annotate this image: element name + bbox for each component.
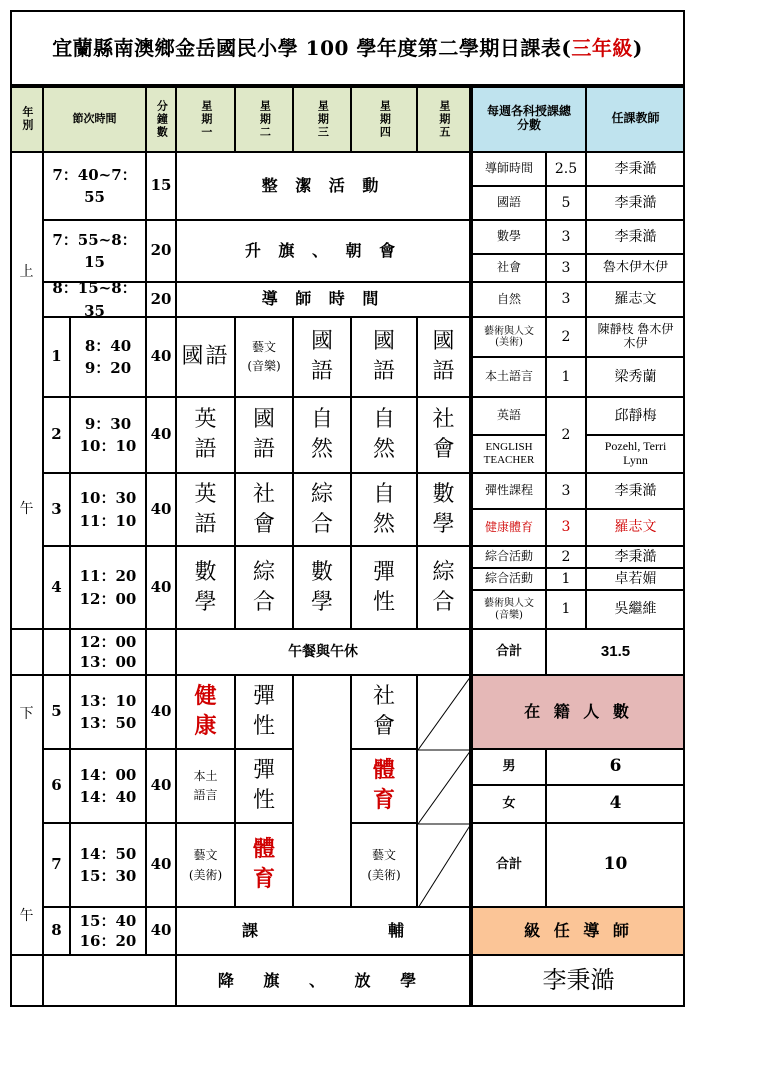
period-time: 15：40 16：20 [70, 907, 146, 955]
p3-thu: 自然 [351, 473, 417, 546]
lunch-time: 12：00 13：00 [70, 629, 146, 675]
lunch-num-cell [43, 629, 70, 675]
period-time: 14：00 14：40 [70, 749, 146, 823]
wed-afternoon-empty [293, 675, 351, 907]
subject-teacher: 吳繼維 [586, 590, 685, 629]
p2-tue: 國語 [235, 397, 293, 473]
subject-hours: 2 [546, 317, 586, 357]
lunch-grade-cell [10, 629, 43, 675]
p3-mon: 英語 [176, 473, 235, 546]
header-time: 節次時間 [43, 86, 146, 152]
header-minutes: 分鐘數 [146, 86, 176, 152]
subject-hours: 2 [546, 397, 586, 473]
header-thu: 星期四 [351, 86, 417, 152]
page-title [10, 10, 685, 86]
p6-thu: 體育 [351, 749, 417, 823]
period-number: 3 [43, 473, 70, 546]
homeroom-title: 級 任 導 師 [472, 907, 685, 955]
afternoon-label: 下 午 [10, 675, 43, 955]
period-time: 13：10 13：50 [70, 675, 146, 749]
subject-name: 數學 [472, 220, 546, 254]
subject-hours: 3 [546, 473, 586, 509]
tutor-min: 20 [146, 282, 176, 317]
subject-name: 綜合活動 [472, 568, 546, 590]
p1-wed: 國語 [293, 317, 351, 397]
header-teacher: 任課教師 [586, 86, 685, 152]
subject-name: 本土語言 [472, 357, 546, 397]
period-number: 7 [43, 823, 70, 907]
period-number: 5 [43, 675, 70, 749]
header-mon: 星期一 [176, 86, 235, 152]
total-label: 合計 [472, 629, 546, 675]
period-min: 40 [146, 675, 176, 749]
morning-label: 上 午 [10, 152, 43, 629]
subject-hours: 3 [546, 254, 586, 282]
period-min: 40 [146, 317, 176, 397]
header-hours: 每週各科授課總分數 [472, 86, 586, 152]
tutor-activity: 導 師 時 間 [176, 282, 470, 317]
dismiss-grade-cell [10, 955, 43, 1007]
clean-activity: 整 潔 活 動 [176, 152, 470, 220]
lunch-activity: 午餐與午休 [176, 629, 470, 675]
period-min: 40 [146, 907, 176, 955]
p5-thu: 社會 [351, 675, 417, 749]
subject-hours: 5 [546, 186, 586, 220]
period-min: 40 [146, 546, 176, 629]
header-fri: 星期五 [417, 86, 470, 152]
p8-activity: 課 輔 [176, 907, 470, 955]
subject-teacher: 李秉澔 [586, 186, 685, 220]
p1-mon: 國語 [176, 317, 235, 397]
period-number: 8 [43, 907, 70, 955]
p6-tue: 彈性 [235, 749, 293, 823]
slash-lines [418, 676, 471, 908]
p2-mon: 英語 [176, 397, 235, 473]
total-value: 31.5 [546, 629, 685, 675]
subject-teacher: 梁秀蘭 [586, 357, 685, 397]
subject-name: 社會 [472, 254, 546, 282]
period-time: 8：40 9：20 [70, 317, 146, 397]
subject-teacher: 羅志文 [586, 282, 685, 317]
title-grade: 三年級 [571, 35, 633, 60]
subject-name: 國語 [472, 186, 546, 220]
p4-tue: 綜合 [235, 546, 293, 629]
period-number: 1 [43, 317, 70, 397]
enroll-total-label: 合計 [472, 823, 546, 907]
period-number: 4 [43, 546, 70, 629]
subject-teacher: 李秉澔 [586, 152, 685, 186]
p4-fri: 綜合 [417, 546, 470, 629]
p3-wed: 綜合 [293, 473, 351, 546]
period-min: 40 [146, 473, 176, 546]
flag-activity: 升 旗 、 朝 會 [176, 220, 470, 282]
subject-name: 自然 [472, 282, 546, 317]
female-count: 4 [546, 785, 685, 823]
subject-teacher: 李秉澔 [586, 220, 685, 254]
header-wed: 星期三 [293, 86, 351, 152]
enrollment-title: 在 籍 人 數 [472, 675, 685, 749]
subject-hours: 2 [546, 546, 586, 568]
female-label: 女 [472, 785, 546, 823]
subject-teacher: 邱靜梅 [586, 397, 685, 435]
period-min: 40 [146, 823, 176, 907]
subject-teacher: 陳靜枝 魯木伊木伊 [586, 317, 685, 357]
p3-fri: 數學 [417, 473, 470, 546]
period-time: 11：20 12：00 [70, 546, 146, 629]
timetable-sheet [10, 10, 685, 1007]
subject-teacher: 李秉澔 [586, 473, 685, 509]
p6-mon: 本土 語言 [176, 749, 235, 823]
flag-time: 7：55~8：15 [43, 220, 146, 282]
subject-hours: 2.5 [546, 152, 586, 186]
p2-fri: 社會 [417, 397, 470, 473]
p4-wed: 數學 [293, 546, 351, 629]
subject-name: 綜合活動 [472, 546, 546, 568]
p7-thu: 藝文 (美術) [351, 823, 417, 907]
p4-mon: 數學 [176, 546, 235, 629]
male-count: 6 [546, 749, 685, 785]
subject-name: 健康體育 [472, 509, 546, 546]
title-close: ) [632, 35, 643, 60]
clean-min: 15 [146, 152, 176, 220]
subject-name: 藝術與人文(美術) [472, 317, 546, 357]
period-time: 14：50 15：30 [70, 823, 146, 907]
homeroom-name: 李秉澔 [472, 955, 685, 1007]
period-time: 9：30 10：10 [70, 397, 146, 473]
subject-name: 藝術與人文(音樂) [472, 590, 546, 629]
p1-thu: 國語 [351, 317, 417, 397]
clean-time: 7：40~7：55 [43, 152, 146, 220]
period-min: 40 [146, 749, 176, 823]
tutor-time: 8：15~8：35 [43, 282, 146, 317]
p4-thu: 彈性 [351, 546, 417, 629]
subject-hours: 3 [546, 220, 586, 254]
subject-name: 彈性課程 [472, 473, 546, 509]
subject-hours: 1 [546, 568, 586, 590]
title-main: 宜蘭縣南澳鄉金岳國民小學 100 學年度第二學期日課表( [52, 35, 572, 60]
subject-name: 導師時間 [472, 152, 546, 186]
enroll-total-count: 10 [546, 823, 685, 907]
male-label: 男 [472, 749, 546, 785]
p1-tue: 藝文 (音樂) [235, 317, 293, 397]
subject-name: 英語 [472, 397, 546, 435]
period-time: 10：30 11：10 [70, 473, 146, 546]
p3-tue: 社會 [235, 473, 293, 546]
header-grade: 年別 [10, 86, 43, 152]
fri-afternoon-slash [417, 675, 470, 907]
subject-teacher: 卓若媚 [586, 568, 685, 590]
subject-hours: 3 [546, 282, 586, 317]
subject-name: ENGLISH TEACHER [472, 435, 546, 473]
period-min: 40 [146, 397, 176, 473]
p2-wed: 自然 [293, 397, 351, 473]
period-number: 6 [43, 749, 70, 823]
subject-teacher: 羅志文 [586, 509, 685, 546]
p5-mon: 健康 [176, 675, 235, 749]
p7-tue: 體育 [235, 823, 293, 907]
subject-hours: 3 [546, 509, 586, 546]
subject-hours: 1 [546, 590, 586, 629]
flag-min: 20 [146, 220, 176, 282]
dismiss-blank-cell [43, 955, 176, 1007]
subject-hours: 1 [546, 357, 586, 397]
p7-mon: 藝文 (美術) [176, 823, 235, 907]
dismiss-activity: 降 旗 、 放 學 [176, 955, 470, 1007]
header-tue: 星期二 [235, 86, 293, 152]
lunch-min-cell [146, 629, 176, 675]
p2-thu: 自然 [351, 397, 417, 473]
subject-teacher: Pozehl, Terri Lynn [586, 435, 685, 473]
period-number: 2 [43, 397, 70, 473]
subject-teacher: 魯木伊木伊 [586, 254, 685, 282]
p5-tue: 彈性 [235, 675, 293, 749]
subject-teacher: 李秉澔 [586, 546, 685, 568]
p1-fri: 國語 [417, 317, 470, 397]
